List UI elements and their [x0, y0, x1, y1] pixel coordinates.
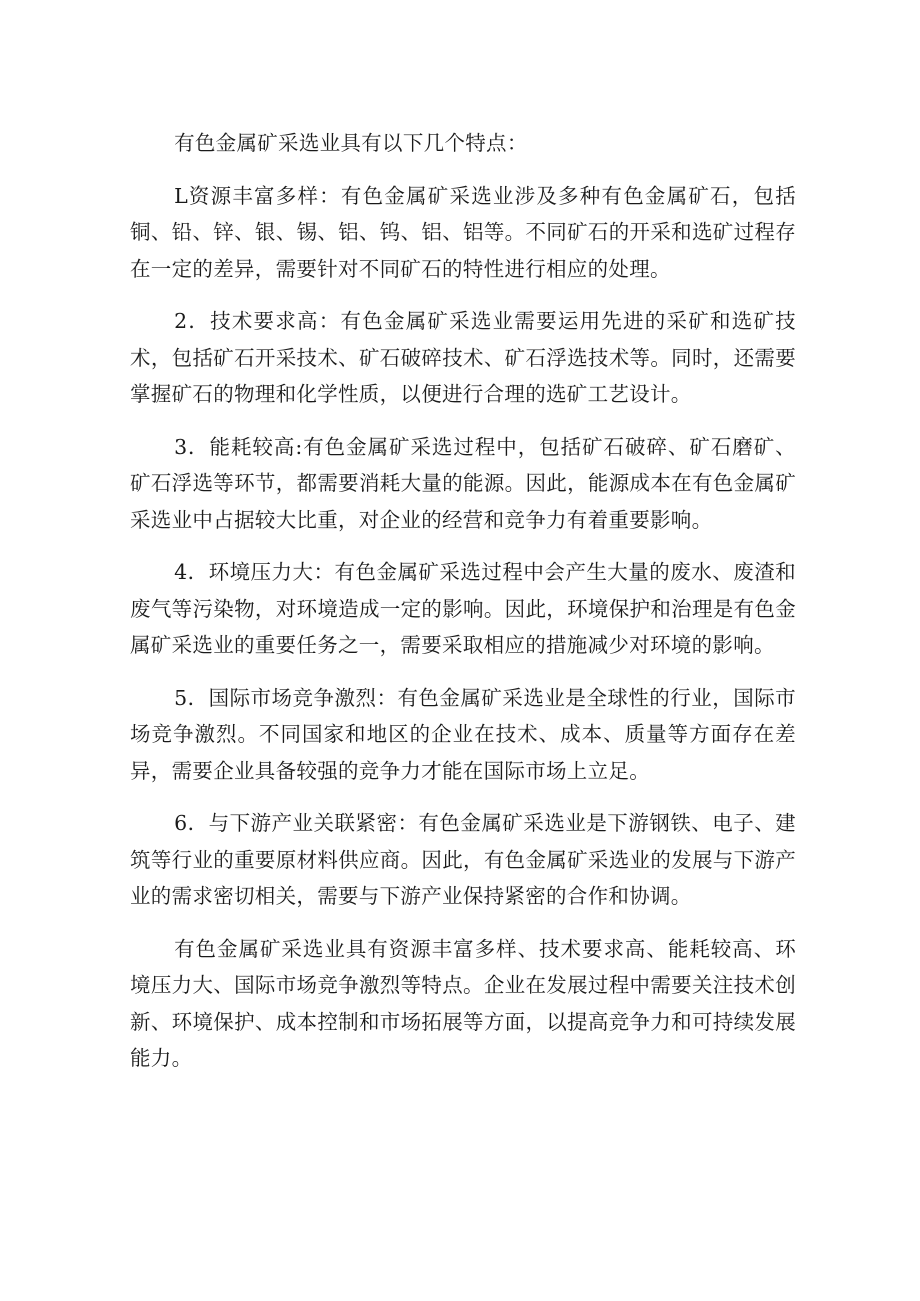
item-number: 3． [174, 434, 210, 459]
paragraph-text: 技术要求高：有色金属矿采选业需要运用先进的采矿和选矿技术，包括矿石开采技术、矿石破碎技术、矿石浮选技术等。同时，还需要掌握矿石的物理和化学性质，以便进行合理的选矿工艺设计。 [130, 309, 796, 406]
paragraph-summary [130, 931, 796, 1077]
paragraph-text: 有色金属矿采选业具有资源丰富多样、技术要求高、能耗较高、环境压力大、国际市场竞争激烈等特点。企业在发展过程中需要关注技术创新、环境保护、成本控制和市场拓展等方面，以提高竞争力和可持续发展能力。 [130, 936, 796, 1070]
paragraph-text: 有色金属矿采选业具有以下几个特点： [174, 131, 528, 155]
paragraph-item-4 [130, 554, 796, 664]
paragraph-item-5 [130, 680, 796, 790]
item-number: 2． [174, 309, 211, 333]
paragraph-text: 国际市场竞争激烈：有色金属矿采选业是全球性的行业，国际市场竞争激烈。不同国家和地区的企业在技术、成本、质量等方面存在差异，需要企业具备较强的竞争力才能在国际市场上立足。 [130, 685, 796, 783]
paragraph-item-1 [130, 178, 796, 288]
paragraph-item-6 [130, 805, 796, 915]
paragraph-item-3 [130, 429, 796, 539]
document-body [130, 125, 796, 1077]
paragraph-item-2 [130, 303, 796, 413]
paragraph-intro [130, 125, 796, 162]
paragraph-text: 能耗较高:有色金属矿采选过程中，包括矿石破碎、矿石磨矿、矿石浮选等环节，都需要消耗大量的能源。因此，能源成本在有色金属矿采选业中占据较大比重，对企业的经营和竞争力有着重要影响。 [130, 434, 796, 532]
item-number: 6． [174, 811, 209, 835]
paragraph-text: 与下游产业关联紧密：有色金属矿采选业是下游钢铁、电子、建筑等行业的重要原材料供应商。因此，有色金属矿采选业的发展与下游产业的需求密切相关，需要与下游产业保持紧密的合作和协调。 [130, 811, 796, 908]
item-number: 4． [174, 560, 209, 584]
paragraph-text: 资源丰富多样：有色金属矿采选业涉及多种有色金属矿石，包括铜、铅、锌、银、锡、铝、钨、铝、铝等。不同矿石的开采和选矿过程存在一定的差异，需要针对不同矿石的特性进行相应的处理。 [130, 183, 796, 281]
item-number: L [174, 183, 188, 208]
paragraph-text: 环境压力大：有色金属矿采选过程中会产生大量的废水、废渣和废气等污染物，对环境造成一定的影响。因此，环境保护和治理是有色金属矿采选业的重要任务之一，需要采取相应的措施减少对环境的影响。 [130, 560, 796, 657]
item-number: 5． [174, 685, 209, 710]
